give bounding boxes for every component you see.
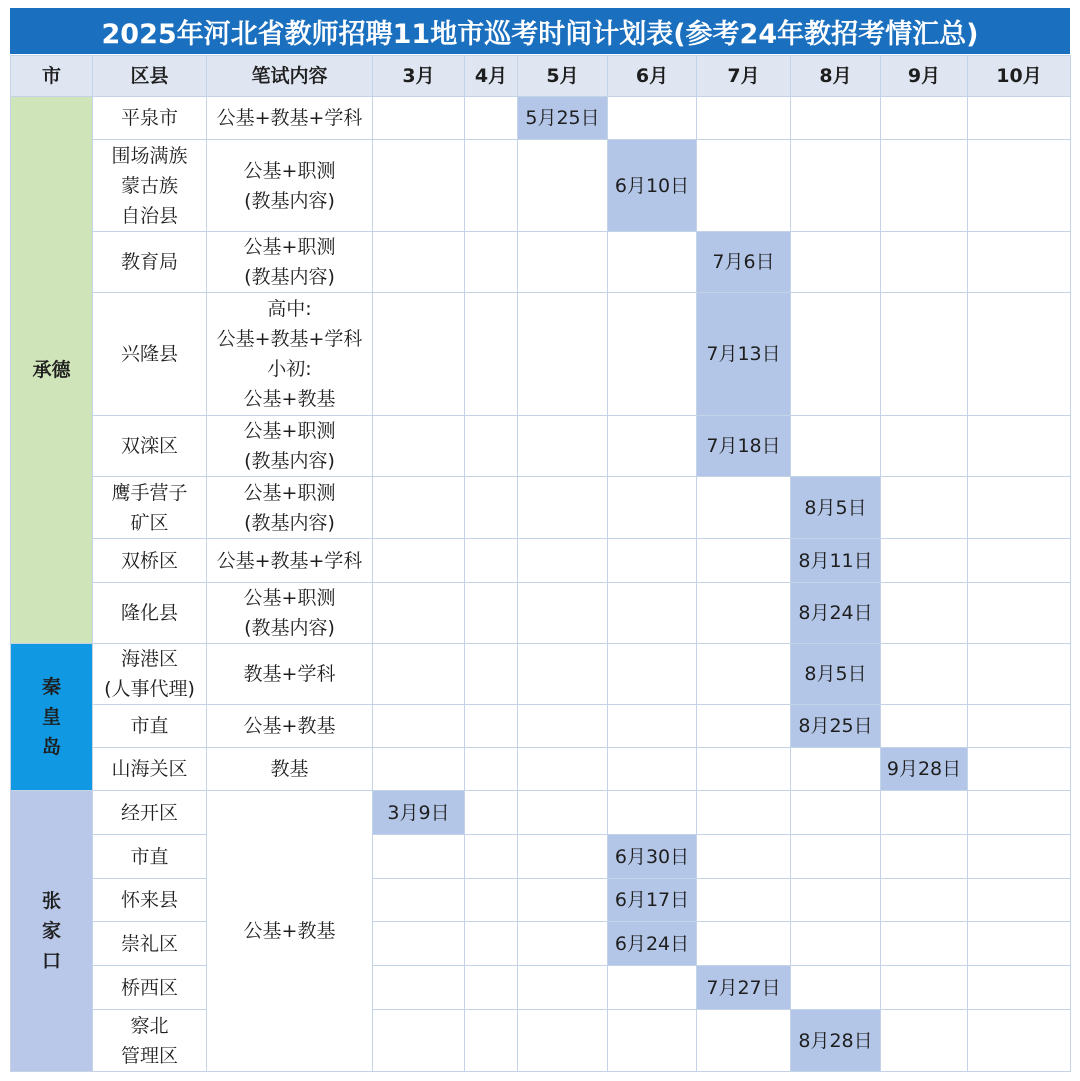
- exam-date-cell: 7月18日: [697, 416, 791, 477]
- content-cell: 公基+教基+学科: [207, 97, 373, 140]
- table-row: [11, 416, 1071, 477]
- table-row: [11, 644, 1071, 705]
- table-row: [11, 1010, 1071, 1072]
- district-cell: 双桥区: [93, 539, 207, 583]
- table-row: [11, 140, 1071, 232]
- table-row: [11, 748, 1071, 791]
- district-cell: 崇礼区: [93, 922, 207, 966]
- district-cell: 围场满族 蒙古族 自治县: [93, 140, 207, 232]
- content-cell: 公基+职测 (教基内容): [207, 416, 373, 477]
- district-cell: 怀来县: [93, 879, 207, 922]
- table-row: [11, 835, 1071, 879]
- exam-date-cell: 8月11日: [791, 539, 881, 583]
- header-month-6: 6月: [608, 56, 697, 97]
- district-cell: 市直: [93, 835, 207, 879]
- exam-date-cell: 7月6日: [697, 232, 791, 293]
- page-title: 2025年河北省教师招聘11地市巡考时间计划表(参考24年教招考情汇总): [10, 8, 1070, 54]
- exam-date-cell: 8月28日: [791, 1010, 881, 1072]
- exam-date-cell: 8月5日: [791, 477, 881, 539]
- city-cell-chengde: 承德: [11, 97, 93, 644]
- exam-date-cell: 7月13日: [697, 293, 791, 416]
- table-row: [11, 922, 1071, 966]
- exam-date-cell: 5月25日: [518, 97, 608, 140]
- district-cell: 经开区: [93, 791, 207, 835]
- content-cell: 公基+教基+学科: [207, 539, 373, 583]
- header-month-3: 3月: [373, 56, 465, 97]
- table-row: [11, 232, 1071, 293]
- header-month-9: 9月: [881, 56, 968, 97]
- exam-date-cell: 8月24日: [791, 583, 881, 644]
- exam-date-cell: 6月24日: [608, 922, 697, 966]
- content-cell: 公基+职测 (教基内容): [207, 140, 373, 232]
- schedule-table: [10, 55, 1071, 1072]
- district-cell: 桥西区: [93, 966, 207, 1010]
- table-row: [11, 705, 1071, 748]
- header-month-7: 7月: [697, 56, 791, 97]
- exam-date-cell: 3月9日: [373, 791, 465, 835]
- district-cell: 双滦区: [93, 416, 207, 477]
- city-cell-zhangjiakou: 张 家 口: [11, 791, 93, 1072]
- district-cell: 平泉市: [93, 97, 207, 140]
- exam-date-cell: 6月30日: [608, 835, 697, 879]
- district-cell: 教育局: [93, 232, 207, 293]
- content-cell: 高中: 公基+教基+学科 小初: 公基+教基: [207, 293, 373, 416]
- content-cell: 公基+职测 (教基内容): [207, 583, 373, 644]
- header-city: 市: [11, 56, 93, 97]
- table-row: [11, 539, 1071, 583]
- header-content: 笔试内容: [207, 56, 373, 97]
- exam-date-cell: 8月25日: [791, 705, 881, 748]
- district-cell: 兴隆县: [93, 293, 207, 416]
- table-row: [11, 879, 1071, 922]
- header-month-8: 8月: [791, 56, 881, 97]
- content-cell-zhangjiakou: 公基+教基: [207, 791, 373, 1072]
- district-cell: 海港区 (人事代理): [93, 644, 207, 705]
- exam-date-cell: 9月28日: [881, 748, 968, 791]
- header-district: 区县: [93, 56, 207, 97]
- header-row: [11, 56, 1071, 97]
- exam-date-cell: 6月10日: [608, 140, 697, 232]
- district-cell: 鹰手营子 矿区: [93, 477, 207, 539]
- content-cell: 公基+职测 (教基内容): [207, 477, 373, 539]
- table-row: [11, 583, 1071, 644]
- header-month-10: 10月: [968, 56, 1071, 97]
- exam-date-cell: 6月17日: [608, 879, 697, 922]
- content-cell: 教基: [207, 748, 373, 791]
- exam-date-cell: 8月5日: [791, 644, 881, 705]
- table-row: [11, 477, 1071, 539]
- exam-date-cell: 7月27日: [697, 966, 791, 1010]
- table-row: [11, 966, 1071, 1010]
- district-cell: 山海关区: [93, 748, 207, 791]
- table-row: [11, 791, 1071, 835]
- content-cell: 公基+职测 (教基内容): [207, 232, 373, 293]
- district-cell: 市直: [93, 705, 207, 748]
- content-cell: 教基+学科: [207, 644, 373, 705]
- district-cell: 察北 管理区: [93, 1010, 207, 1072]
- header-month-4: 4月: [465, 56, 518, 97]
- district-cell: 隆化县: [93, 583, 207, 644]
- table-row: [11, 97, 1071, 140]
- city-cell-qinhuangdao: 秦 皇 岛: [11, 644, 93, 791]
- content-cell: 公基+教基: [207, 705, 373, 748]
- header-month-5: 5月: [518, 56, 608, 97]
- table-row: [11, 293, 1071, 416]
